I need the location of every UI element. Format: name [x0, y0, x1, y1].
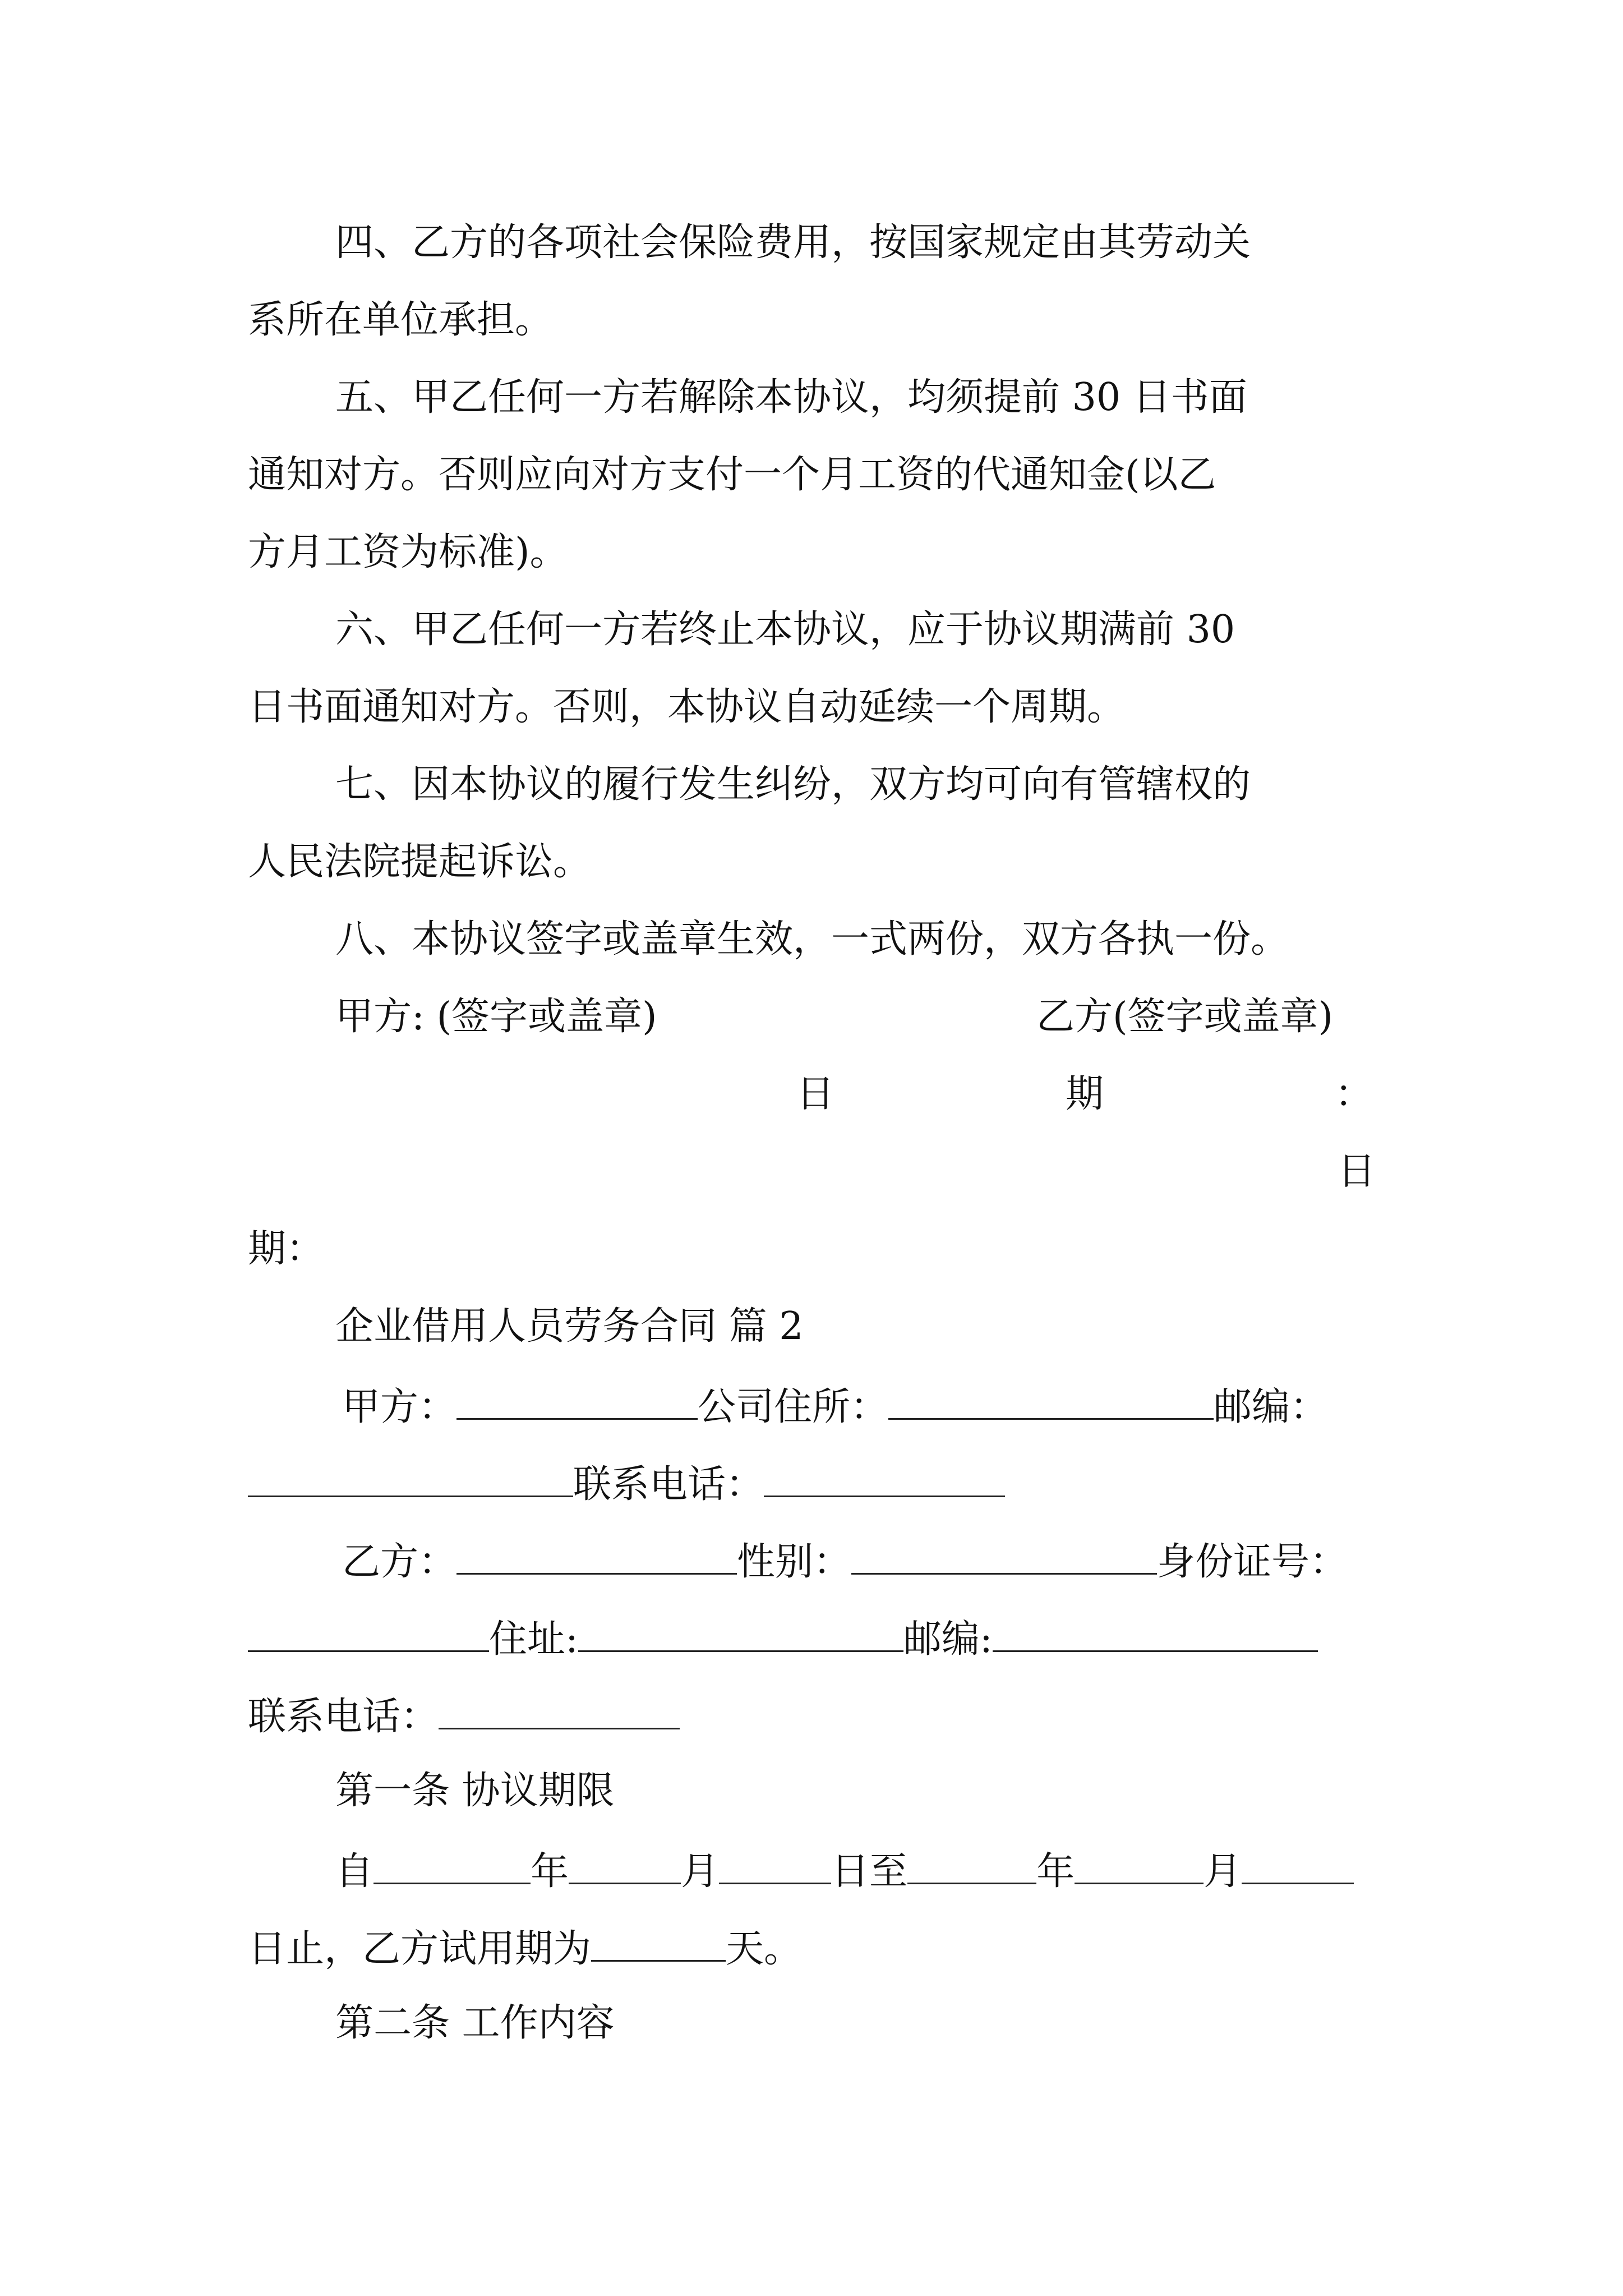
party-a-signature: 甲方: (签字或盖章)	[335, 995, 657, 1039]
phone-label-2: 联系电话：	[248, 1695, 439, 1739]
party-a-row	[342, 1379, 1328, 1433]
party-b-label: 乙方：	[342, 1540, 457, 1584]
start-month-field[interactable]	[569, 1843, 681, 1884]
clause4-line1: 四、乙方的各项社会保险费用，按国家规定由其劳动关	[335, 220, 1251, 265]
term-month: 月	[681, 1849, 720, 1894]
clause4-line2: 系所在单位承担。	[248, 298, 554, 342]
phone-label: 联系电话：	[573, 1462, 764, 1507]
term-year-2: 年	[1036, 1849, 1075, 1894]
id-field[interactable]	[248, 1611, 489, 1652]
article2-title: 第二条 工作内容	[335, 2001, 615, 2045]
address-label: 住址:	[489, 1617, 578, 1662]
term-row	[335, 1843, 1354, 1897]
end-year-field[interactable]	[907, 1843, 1036, 1884]
end-month-field[interactable]	[1075, 1843, 1204, 1884]
postcode-label: 邮编：	[1214, 1385, 1329, 1429]
clause7-line2: 人民法院提起诉讼。	[248, 840, 592, 884]
term-day-to: 日至	[831, 1849, 908, 1894]
party-b-row	[342, 1534, 1348, 1588]
clause8-line1: 八、本协议签字或盖章生效，一式两份，双方各执一份。	[335, 917, 1289, 961]
term-row2	[248, 1921, 802, 1975]
term-year: 年	[531, 1849, 569, 1894]
clause6-line1: 六、甲乙任何一方若终止本协议，应于协议期满前 30	[335, 608, 1235, 652]
date-label-char2: 期	[1066, 1072, 1104, 1116]
party-b-row3	[248, 1688, 680, 1742]
clause7-line1: 七、因本协议的履行发生纠纷，双方均可向有管辖权的	[335, 762, 1251, 807]
term-day-end: 日止，乙方试用期为	[248, 1927, 592, 1971]
term-days: 天。	[726, 1927, 803, 1971]
address-field[interactable]	[578, 1611, 903, 1652]
company-address-label: 公司住所：	[698, 1385, 889, 1429]
date-label-char1: 日	[796, 1072, 835, 1116]
probation-days-field[interactable]	[591, 1921, 726, 1962]
section2-title: 企业借用人员劳务合同 篇 2	[335, 1304, 804, 1349]
party-b-signature: 乙方(签字或盖章)	[1036, 995, 1334, 1039]
party-b-name-field[interactable]	[457, 1534, 737, 1575]
date-label-colon: ：	[1335, 1072, 1373, 1116]
gender-field[interactable]	[851, 1534, 1157, 1575]
postcode-field[interactable]	[248, 1456, 573, 1497]
date2-label-char1: 日	[1338, 1149, 1376, 1194]
party-a-row2	[248, 1456, 1005, 1510]
start-year-field[interactable]	[374, 1843, 531, 1884]
postcode-field-2[interactable]	[993, 1611, 1318, 1652]
company-address-field[interactable]	[888, 1379, 1214, 1420]
clause5-line2: 通知对方。否则应向对方支付一个月工资的代通知金(以乙	[248, 453, 1216, 497]
party-a-name-field[interactable]	[457, 1379, 698, 1420]
postcode-label-2: 邮编:	[903, 1617, 993, 1662]
end-day-field[interactable]	[1242, 1843, 1354, 1884]
gender-label: 性别：	[737, 1540, 852, 1584]
phone-field[interactable]	[764, 1456, 1005, 1497]
id-label: 身份证号：	[1157, 1540, 1348, 1584]
clause6-line2: 日书面通知对方。否则，本协议自动延续一个周期。	[248, 685, 1126, 729]
clause5-line3: 方月工资为标准)。	[248, 530, 568, 574]
start-day-field[interactable]	[719, 1843, 831, 1884]
term-month-2: 月	[1204, 1849, 1242, 1894]
article1-title: 第一条 协议期限	[335, 1769, 615, 1813]
party-b-row2	[248, 1611, 1318, 1665]
clause5-line1: 五、甲乙任何一方若解除本协议，均须提前 30 日书面	[335, 375, 1247, 420]
date2-label-char2: 期：	[248, 1227, 325, 1271]
party-a-label: 甲方：	[342, 1385, 457, 1429]
phone-field-2[interactable]	[439, 1688, 680, 1729]
term-from: 自	[335, 1849, 374, 1894]
